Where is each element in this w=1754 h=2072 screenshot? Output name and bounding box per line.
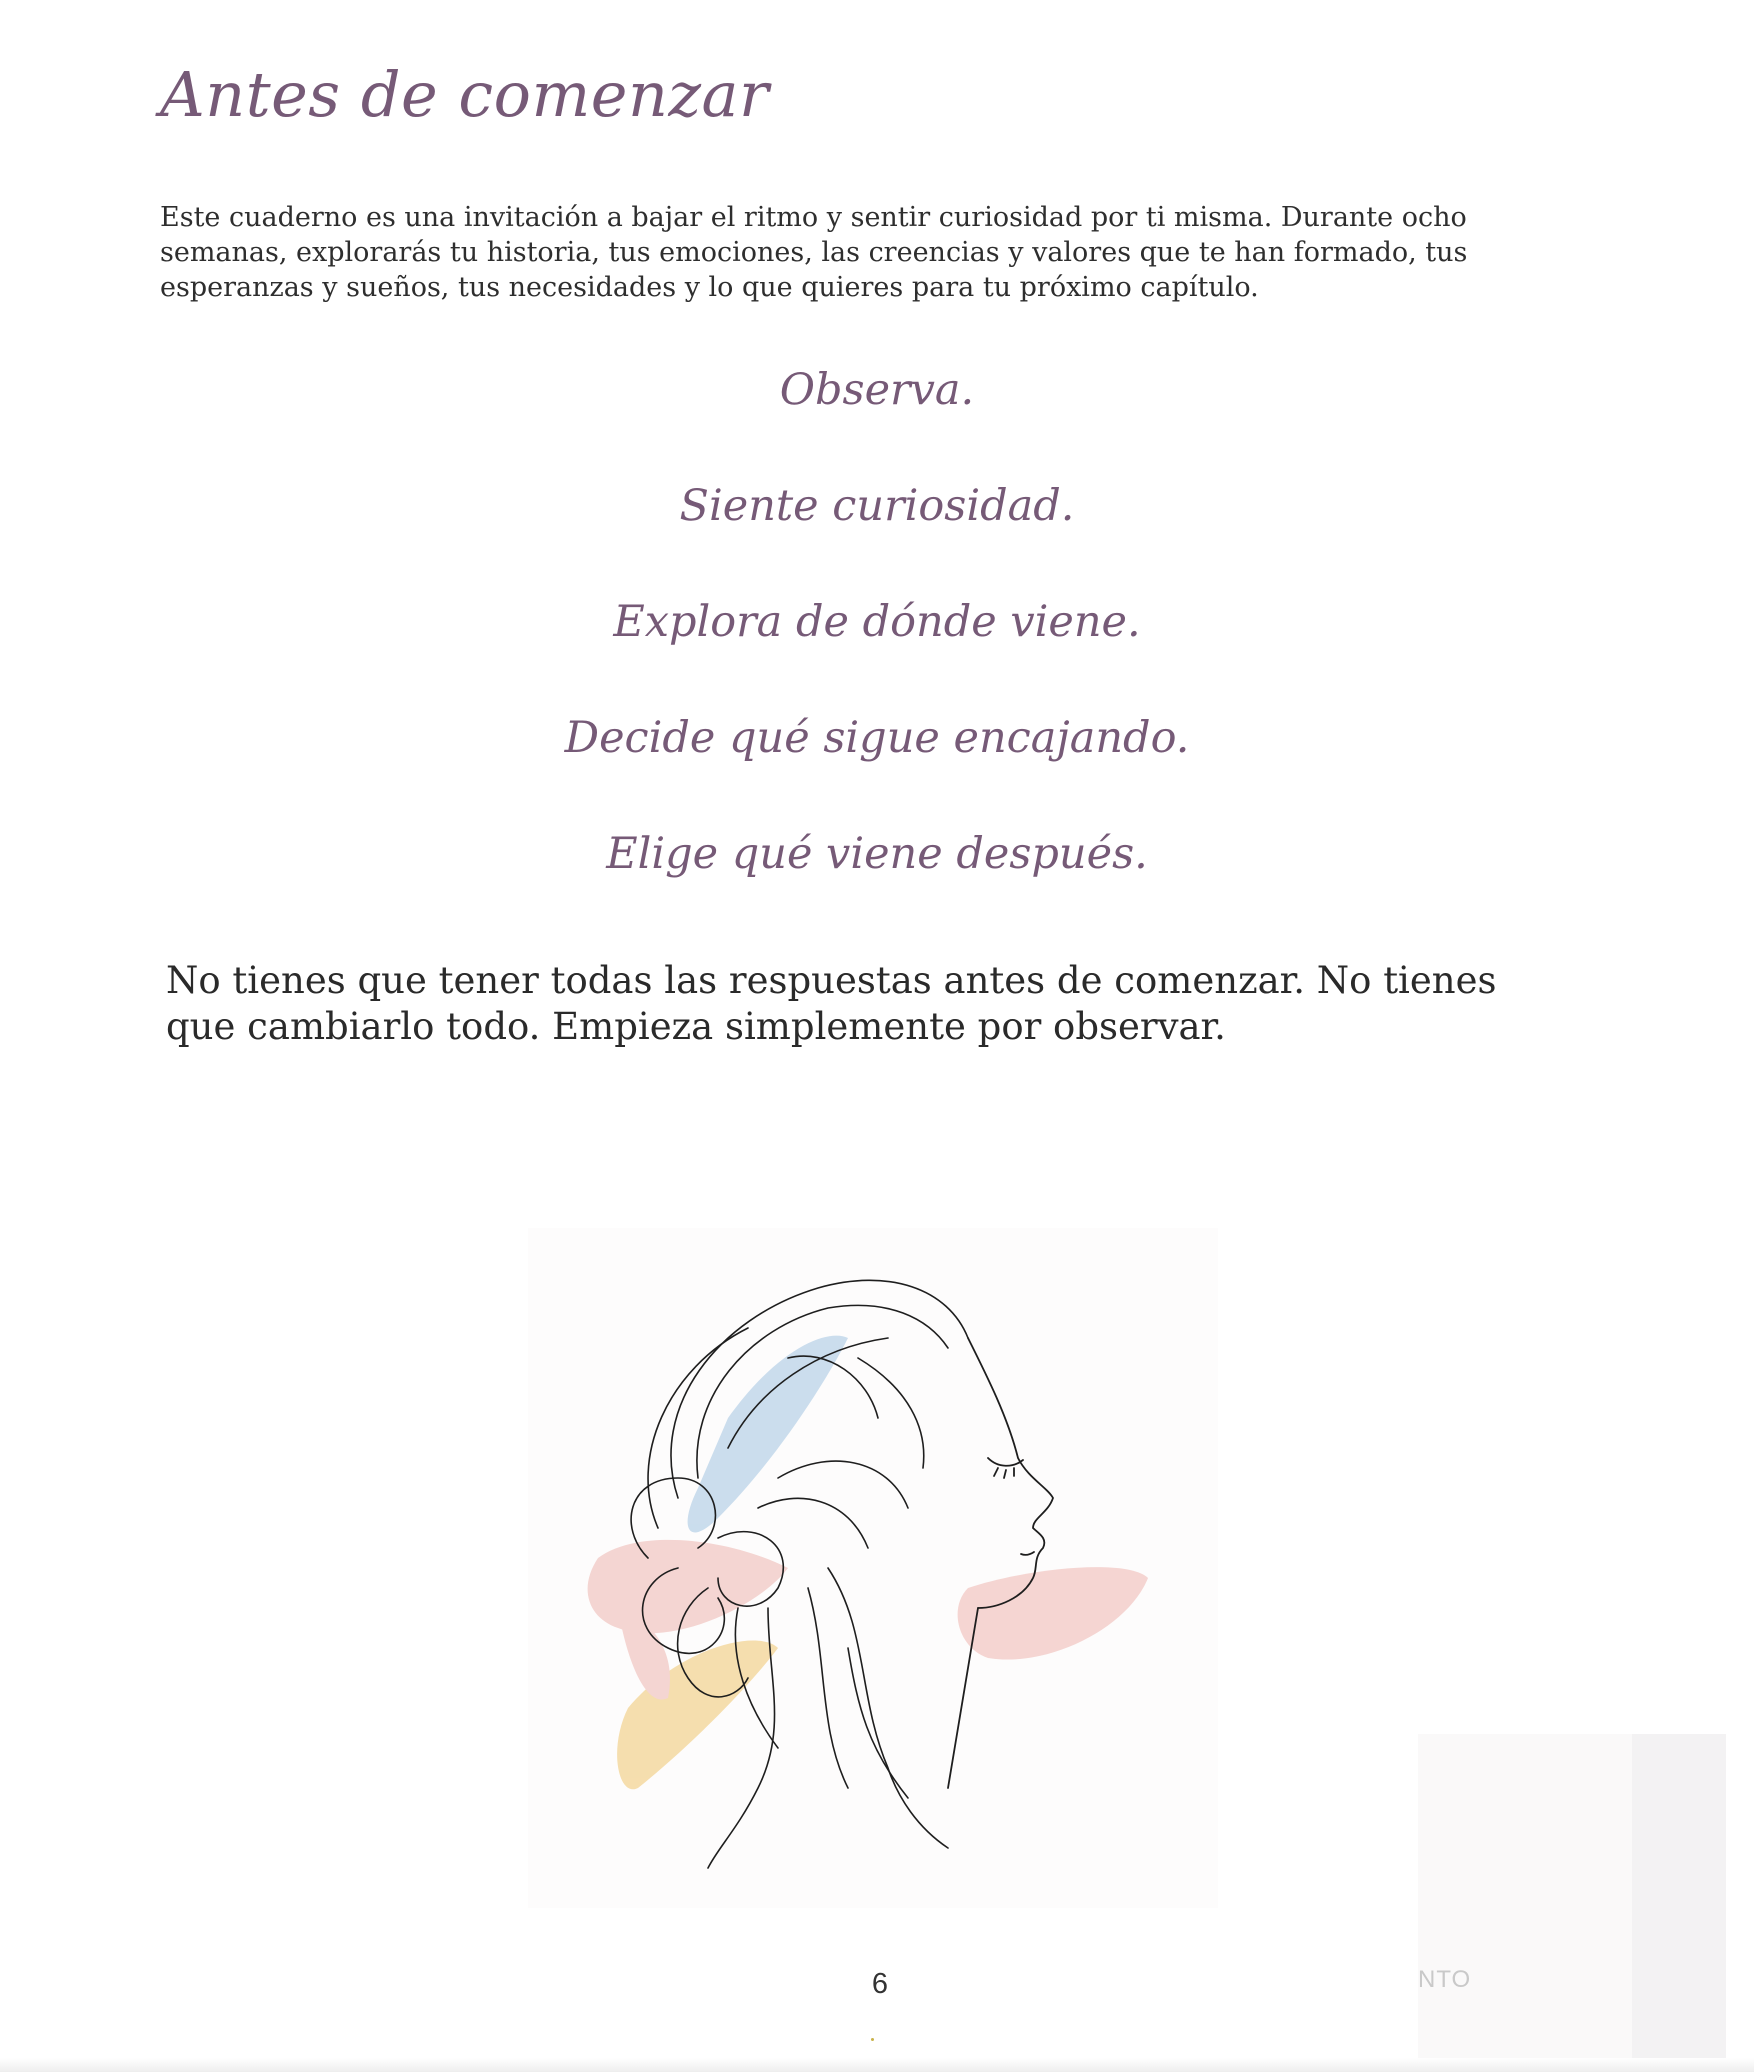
- page-bottom-edge: [0, 2058, 1754, 2072]
- page-number: 6: [871, 1968, 889, 2000]
- face-lines: [948, 1338, 1053, 1788]
- watercolor-washes: [588, 1336, 1148, 1790]
- mantra-line: Decide qué sigue encajando.: [564, 713, 1190, 763]
- closing-paragraph: No tienes que tener todas las respuestas antes de comenzar. No tienes que cambiarlo todo. Empieza simplemente por observar.: [166, 959, 1497, 1048]
- mantra-line: Explora de dónde viene.: [613, 597, 1141, 647]
- mantra-line: Observa.: [779, 365, 975, 415]
- woman-profile-sketch-icon: [528, 1228, 1218, 1908]
- mantra-list: [0, 360, 1754, 940]
- decorative-dot: [871, 2038, 874, 2041]
- overlay-panel-strip: [1632, 1734, 1726, 2072]
- overlay-text: NTO: [1418, 1966, 1472, 1993]
- page-title: Antes de comenzar: [160, 58, 770, 131]
- intro-paragraph: Este cuaderno es una invitación a bajar el ritmo y sentir curiosidad por ti misma. Durante ocho semanas, explorarás tu historia, tus emociones, las creencias y valores que te han formado, tus esperanzas y sueños, tus necesidades y lo que quieres para tu próximo capítulo.: [160, 202, 1468, 303]
- mantra-line: Siente curiosidad.: [679, 481, 1075, 531]
- mantra-line: Elige qué viene después.: [606, 829, 1148, 879]
